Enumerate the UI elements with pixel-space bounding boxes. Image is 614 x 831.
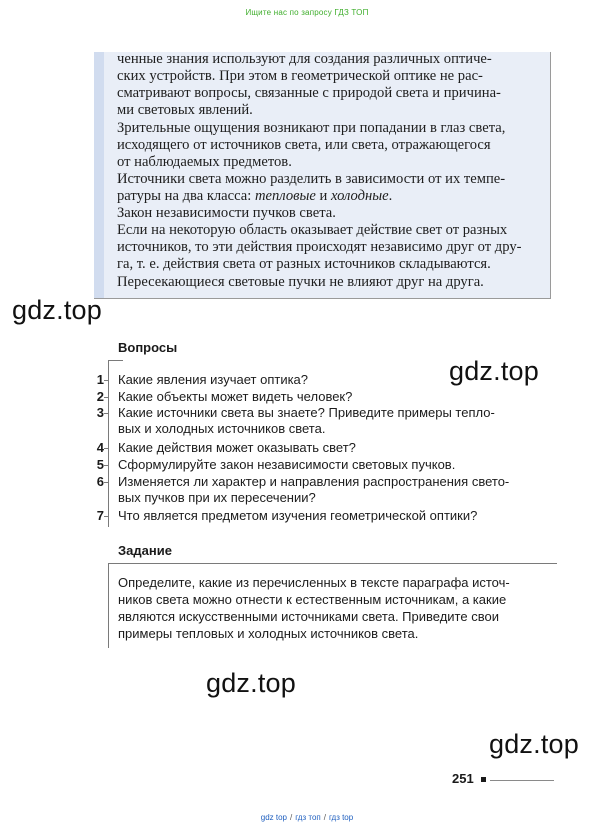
- question-number: 2: [96, 389, 104, 404]
- italic-term-thermal: тепловые: [254, 188, 316, 204]
- question-text: вых и холодных источников света.: [118, 421, 326, 436]
- summary-text: и: [315, 188, 331, 204]
- bottom-link[interactable]: гдз top: [328, 813, 354, 822]
- watermark: gdz.top: [206, 668, 296, 698]
- question-tick: [104, 465, 108, 466]
- summary-line: Пересекающиеся световые пучки не влияют друг на друга.: [117, 274, 484, 290]
- summary-line: от наблюдаемых предметов.: [117, 154, 292, 170]
- summary-line: ми световых явлений.: [117, 102, 253, 118]
- summary-line: Если на некоторую область оказывает действие свет от разных: [117, 222, 508, 238]
- summary-text: ратуры на два класса:: [117, 188, 255, 204]
- page-rule: [490, 780, 554, 781]
- watermark: gdz.top: [489, 729, 579, 759]
- question-number: 6: [96, 474, 104, 489]
- summary-line: Источники света можно разделить в зависимости от их темпе-: [117, 171, 506, 187]
- question-text: Что является предметом изучения геометрической оптики?: [118, 508, 478, 523]
- summary-line: га, т. е. действия света от разных источников складываются.: [117, 256, 491, 272]
- summary-text: .: [388, 188, 393, 204]
- question-text: Какие действия может оказывать свет?: [118, 440, 356, 455]
- questions-heading: Вопросы: [118, 340, 178, 355]
- link-separator: /: [323, 813, 326, 822]
- summary-line: исходящего от источников света, или света, отражающегося: [117, 137, 491, 153]
- question-number: 3: [96, 405, 104, 420]
- watermark: gdz.top: [449, 356, 539, 386]
- summary-line: источников, то эти действия происходят независимо друг от дру-: [117, 239, 522, 255]
- question-tick: [104, 413, 108, 414]
- link-separator: /: [290, 813, 293, 822]
- task-text: являются искусственными источниками света. Приведите свои: [118, 609, 499, 624]
- summary-line: Закон независимости пучков света.: [117, 205, 336, 221]
- summary-line: сматривают вопросы, связанные с природой света и причина-: [117, 85, 501, 101]
- question-text: Сформулируйте закон независимости световых пучков.: [118, 457, 456, 472]
- question-number: 1: [96, 372, 104, 387]
- page-marker: [481, 777, 486, 782]
- summary-box-accent-bar: [94, 52, 104, 298]
- question-text: Изменяется ли характер и направления распространения свето-: [118, 474, 510, 489]
- bottom-links: [0, 813, 614, 822]
- question-number: 4: [96, 440, 104, 455]
- summary-line: Зрительные ощущения возникают при попадании в глаз света,: [117, 120, 506, 136]
- summary-line-classes: [117, 188, 547, 205]
- top-banner[interactable]: Ищите нас по запросу ГДЗ ТОП: [245, 8, 369, 17]
- question-text: Какие объекты может видеть человек?: [118, 389, 353, 404]
- question-tick: [104, 448, 108, 449]
- question-tick: [104, 482, 108, 483]
- summary-line: ченные знания используют для создания различных оптиче-: [117, 51, 492, 67]
- question-text: Какие явления изучает оптика?: [118, 372, 309, 387]
- italic-term-cold: холодные: [330, 188, 389, 204]
- task-text: примеры тепловых и холодных источников света.: [118, 626, 419, 641]
- task-heading: Задание: [118, 543, 172, 558]
- question-text: вых пучков при их пересечении?: [118, 490, 316, 505]
- watermark: gdz.top: [12, 295, 102, 325]
- summary-line: ских устройств. При этом в геометрической оптике не рас-: [117, 68, 483, 84]
- question-tick: [104, 380, 108, 381]
- bottom-link[interactable]: gdz top: [260, 813, 288, 822]
- task-text: ников света можно отнести к естественным источникам, а какие: [118, 592, 507, 607]
- question-tick: [104, 397, 108, 398]
- question-number: 7: [96, 508, 104, 523]
- question-tick: [104, 516, 108, 517]
- bottom-link[interactable]: гдз топ: [295, 813, 321, 822]
- task-text: Определите, какие из перечисленных в тексте параграфа источ-: [118, 575, 510, 590]
- page-number: 251: [452, 771, 474, 786]
- question-number: 5: [96, 457, 104, 472]
- question-text: Какие источники света вы знаете? Приведите примеры тепло-: [118, 405, 495, 420]
